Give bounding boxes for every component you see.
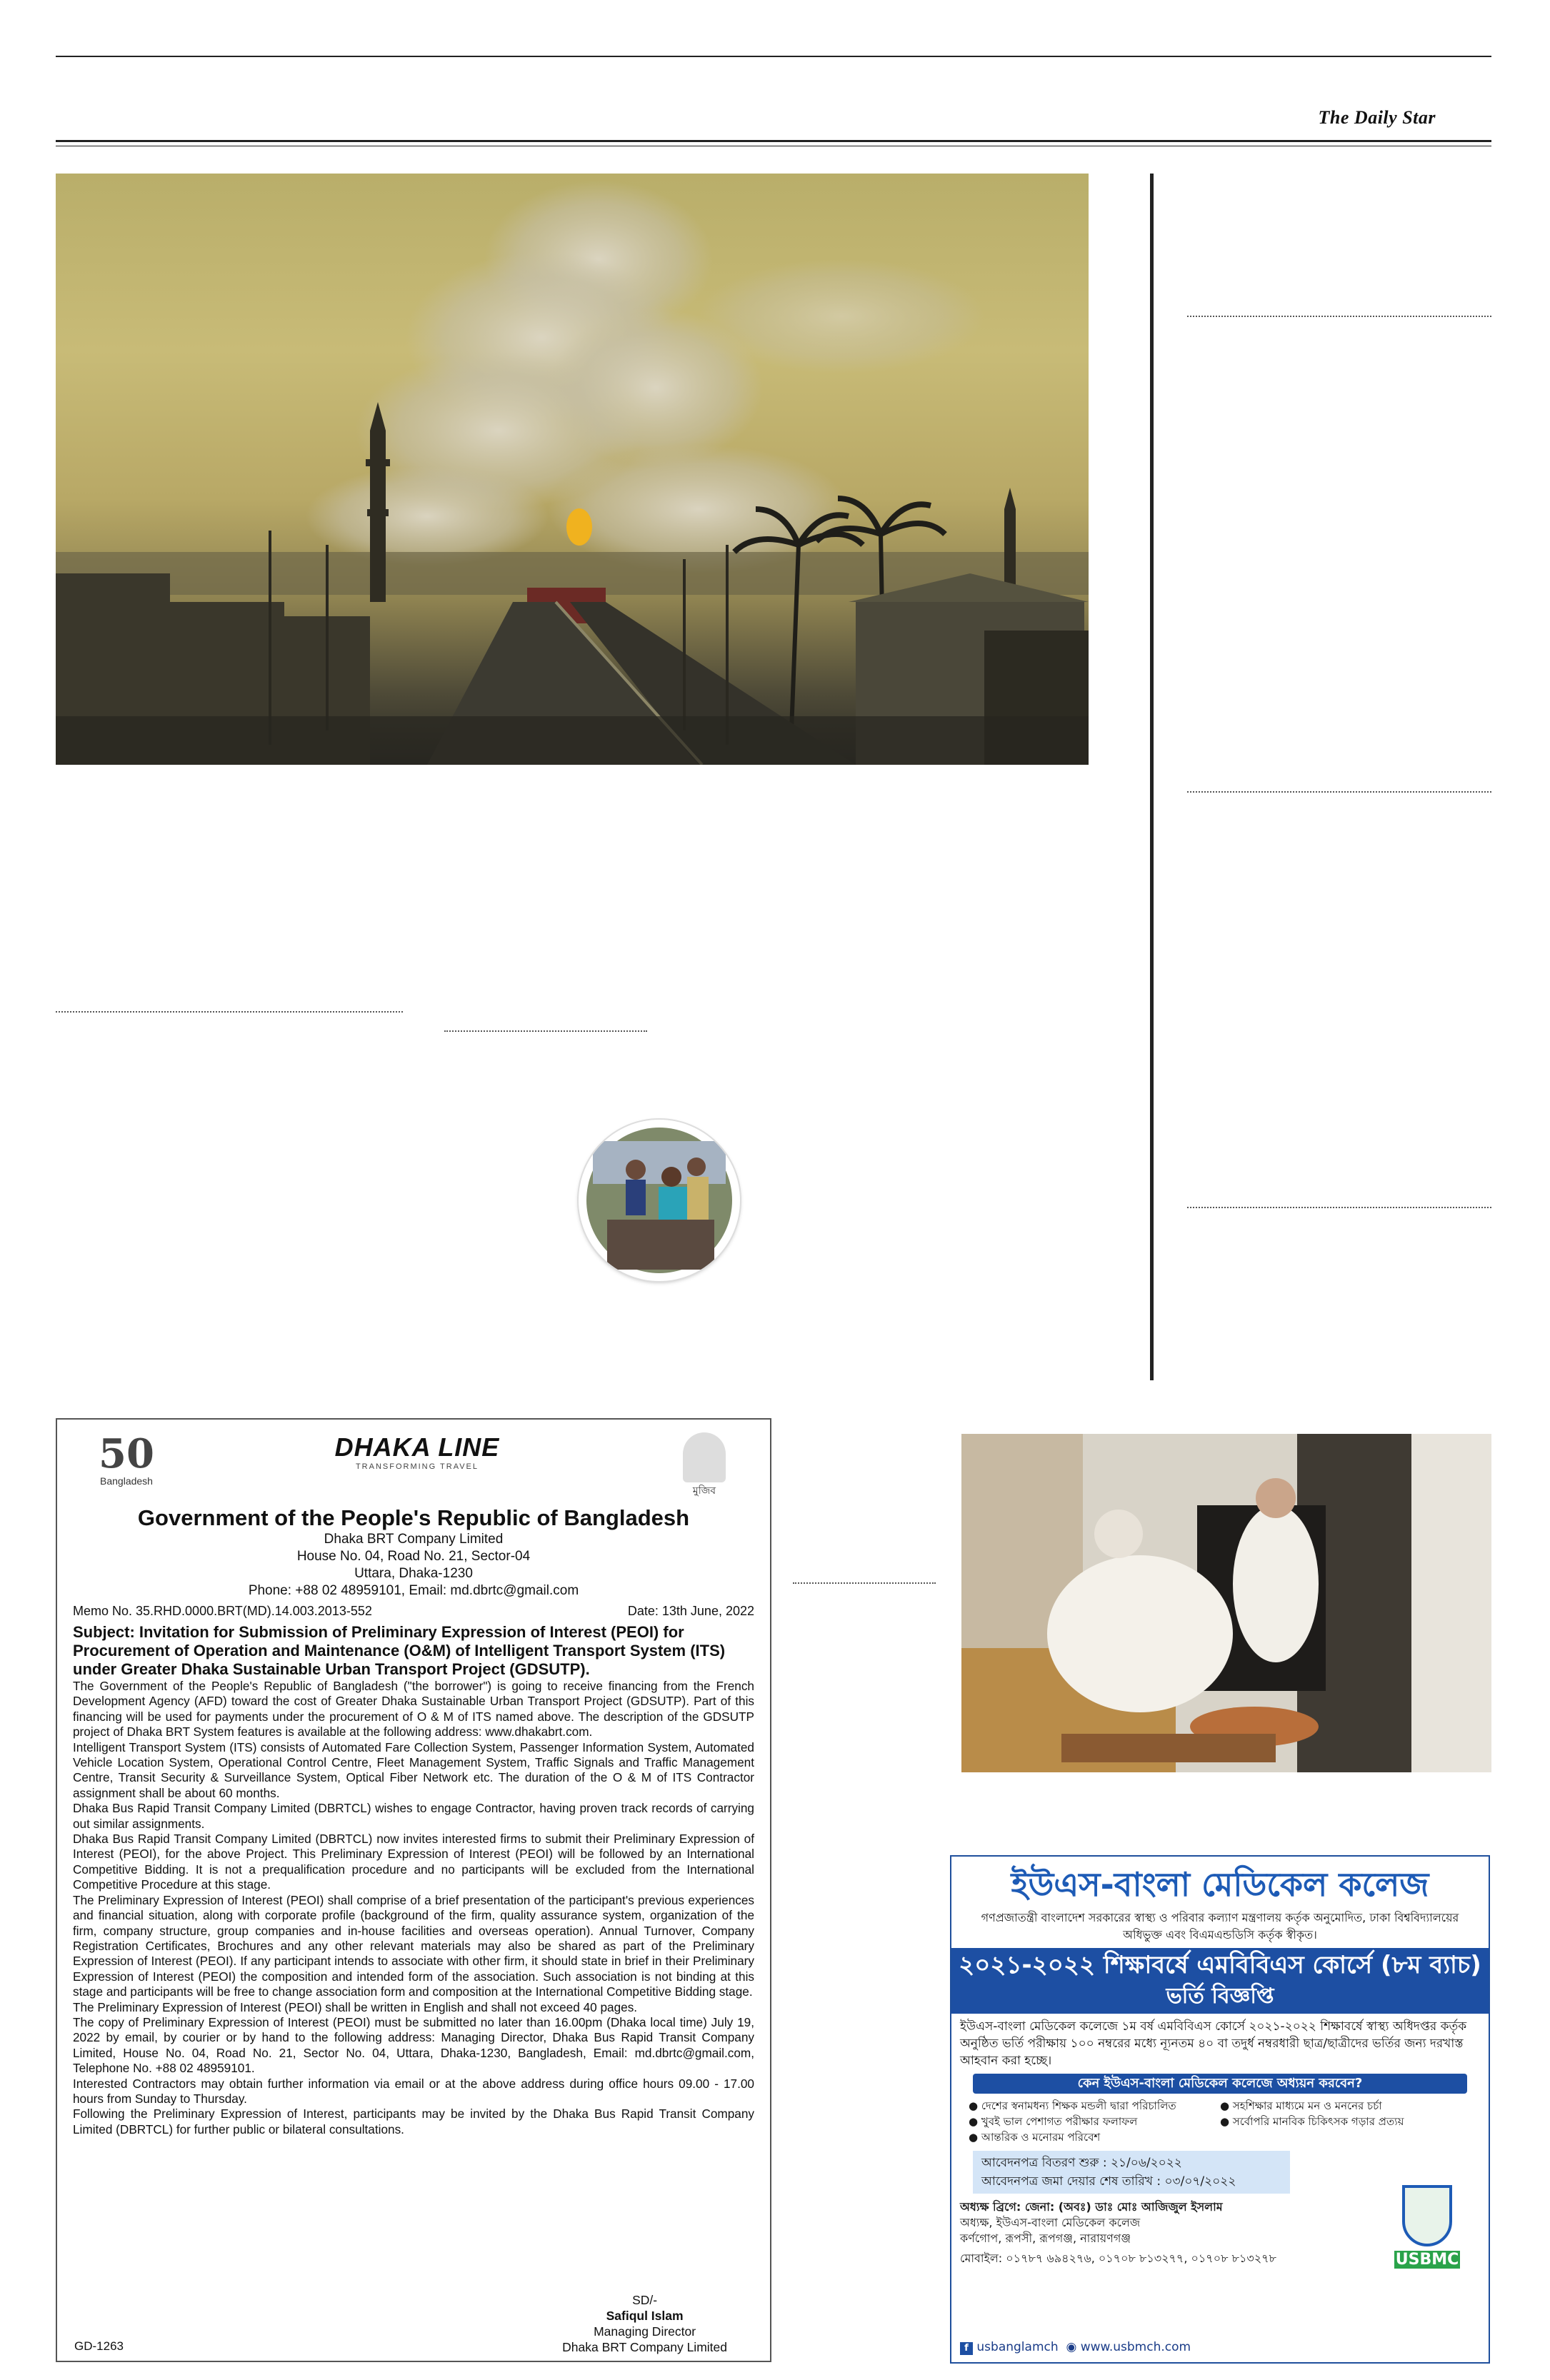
ad-code: GD-1263 <box>74 2339 124 2353</box>
social-links <box>960 2340 1191 2355</box>
hero-photo-scene <box>56 174 1089 765</box>
bullet-item: ● আন্তরিক ও মনোরম পরিবেশ <box>969 2131 1101 2144</box>
bullet-item: ● খুবই ভাল পেশাগত পরীক্ষার ফলাফল <box>969 2115 1138 2128</box>
mujib-logo: মুজিব <box>654 1432 754 1497</box>
medical-college-advertisement <box>950 1855 1490 2364</box>
paragraph: The Government of the People's Republic of Bangladesh ("the borrower") is going to receive financing from the French Development Agency (AFD) toward the cost of Greater Dhaka Sustainable Urban Transport Project (GDSUTP). Part of this financing will be used for payments under the procurement of O & M of ITS named above. The description of the GDSUTP project of Dhaka BRT System features is available at the following address: www.dhakabrt.com. <box>73 1679 754 1739</box>
facebook-handle[interactable]: usbanglamch <box>976 2340 1059 2354</box>
bullet-item: ● দেশের স্বনামধন্য শিক্ষক মন্ডলী দ্বারা পরিচালিত <box>969 2099 1176 2112</box>
paragraph: Dhaka Bus Rapid Transit Company Limited (DBRTCL) wishes to engage Contractor, having proven track records of carrying out similar assignments. <box>73 1801 754 1831</box>
top-rule <box>56 56 1491 57</box>
globe-icon: ◉ <box>1066 2340 1077 2354</box>
sign-sd: SD/- <box>632 2293 658 2307</box>
address-line-2: Uttara, Dhaka-1230 <box>354 1566 473 1581</box>
session-band <box>951 1948 1489 2014</box>
address-line-1: House No. 04, Road No. 21, Sector-04 <box>296 1549 531 1564</box>
bullet-item: ● সর্বোপরি মানবিক চিকিৎসক গড়ার প্রত্যয় <box>1220 2115 1404 2128</box>
date-start-label: আবেদনপত্র বিতরণ শুরু <box>981 2156 1099 2170</box>
principal-address: কর্ণগোপ, রূপসী, রূপগঞ্জ, নারায়ণগঞ্জ <box>960 2231 1131 2245</box>
session-title: ২০২১-২০২২ শিক্ষাবর্ষে এমবিবিএস কোর্সে (৮ম ব্যাচ) <box>959 1951 1481 1979</box>
paragraph: The Preliminary Expression of Interest (PEOI) shall be written in English and shall not exceed 40 pages. <box>73 1999 638 2014</box>
masthead-rule <box>56 140 1491 142</box>
phone-numbers: মোবাইল: ০১৭৮৭ ৬৯৪২৭৬, ০১৭০৮ ৮১৩২৭৭, ০১৭০৮ ৮১৩২৭৮ <box>960 2251 1276 2265</box>
website-link[interactable]: www.usbmch.com <box>1080 2340 1191 2354</box>
paragraph: Intelligent Transport System (ITS) consists of Automated Fare Collection System, Passenger Information System, Automated Vehicle Location System, Operational Control Centre, Fleet Management System, Traffic Signals and Traffic Management Centre, Transit Security & Surveillance System, Optical Fiber Network etc. The duration of the O & M of ITS Contractor assignment shall be about 60 months. <box>73 1739 754 1800</box>
date-end: : ০৩/০৭/২০২২ <box>1156 2174 1236 2189</box>
memo-date: Date: 13th June, 2022 <box>627 1604 754 1618</box>
dhaka-line-logo: DHAKA LINE TRANSFORMING TRAVEL <box>334 1432 500 1471</box>
why-study-heading: কেন ইউএস-বাংলা মেডিকেল কলেজে অধ্যয়ন করবেন? <box>973 2074 1467 2094</box>
subject-line: Subject: Invitation for Submission of Preliminary Expression of Interest (PEOI) for Procurement of Operation and Maintenance (O&M) of Intelligent Transport System (ITS) under Greater Dhaka Sustainable Urban Transport Project (GDSUTP). <box>73 1623 726 1678</box>
usbmc-logo: USBMC <box>1394 2185 1460 2269</box>
middle-column-divider <box>444 1030 647 1032</box>
bullet-list <box>951 2098 1489 2145</box>
date-start: : ২১/০৬/২০২২ <box>1102 2156 1182 2170</box>
smoke-plume <box>306 181 984 573</box>
company-name: Dhaka BRT Company Limited <box>324 1532 504 1547</box>
right-column-divider-1 <box>1187 316 1491 317</box>
sign-title: Managing Director <box>594 2324 696 2339</box>
paragraph: Interested Contractors may obtain further information via email or at the above address during office hours 09.00 - 17.00 hours from Sunday to Thursday. <box>73 2076 754 2106</box>
college-title: ইউএস-বাংলা মেডিকেল কলেজ <box>1011 1865 1429 1904</box>
right-column-divider-2 <box>1187 791 1491 793</box>
principal-name: অধ্যক্ষ ব্রিগে: জেনা: (অবঃ) ডাঃ মোঃ আজিজুল ইসলাম <box>960 2200 1223 2214</box>
facebook-icon: f <box>960 2342 973 2355</box>
fire-flare <box>566 508 592 546</box>
paragraph: The Preliminary Expression of Interest (PEOI) shall comprise of a brief presentation of the participant's previous experiences and financial situation, along with corporate profile (background of the firm, quality assurance system, organization of the firm, company structure, group companies and in-house facilities and overseas operation). Annual Turnover, Company Registration Certificates, Brochures and any other relevant materials may also be shared as part of the Preliminary Expression of Interest (PEOI). If any participant intends to associate with other firm, it should state in brief in their Preliminary Expression of Interest (PEOI) the composition and intended form of the association. Such association is not binding at this stage and participants will be free to change association form and composition at the International Competitive Bidding stage. <box>73 1892 754 1999</box>
tender-advertisement <box>56 1418 771 2362</box>
paragraph: The copy of Preliminary Expression of Interest (PEOI) must be submitted no later than 16.00pm (Dhaka local time) July 19, 2022 by email, by courier or by hand to the following address: Managing Director, Dhaka Bus Rapid Transit Company Limited, House No. 04, Road No. 21, Sector No. 04, Uttara, Dhaka-1230, Bangladesh, Email: md.dbrtc@gmail.com, Telephone No. +88 02 48959101. <box>73 2014 754 2076</box>
paragraph: Dhaka Bus Rapid Transit Company Limited (DBRTCL) now invites interested firms to submit their Preliminary Expression of Interest (PEOI), for the above Project. This Preliminary Expression of Interest (PEOI) will be followed by an International Competitive Bidding. It is not a prequalification procedure and no participants will be excluded from the International Competitive Procedure at this stage. <box>73 1832 754 1892</box>
gov-title: Government of the People's Republic of Bangladesh <box>137 1505 690 1530</box>
masthead-logo: The Daily Star <box>1318 107 1436 128</box>
mother-photo <box>961 1434 1491 1772</box>
sign-name: Safiqul Islam <box>606 2309 684 2323</box>
approval-text: গণপ্রজাতন্ত্রী বাংলাদেশ সরকারের স্বাস্থ্য ও পরিবার কল্যাণ মন্ত্রণালয় কর্তৃক অনুমোদিত, ঢাকা বিশ্ববিদ্যালয়ের অধিভুক্ত এবং বিএমএন্ডডিসি কর্তৃক স্বীকৃত। <box>981 1911 1459 1942</box>
circle-photo-thumbnail <box>579 1120 740 1281</box>
description: ইউএস-বাংলা মেডিকেল কলেজে ১ম বর্ষ এমবিবিএস কোর্সে ২০২১-২০২২ শিক্ষাবর্ষে স্বাস্থ্য অধিদপ্তর কর্তৃক অনুষ্ঠিত ভর্তি পরীক্ষায় ১০০ নম্বরের মধ্যে ন্যূনতম ৪০ বা তদুর্ধ নম্বরধারী ছাত্র/ছাত্রীদের ভর্তির জন্য দরখাস্ত আহবান করা হচ্ছে। <box>960 2019 1467 2068</box>
date-end-label: আবেদনপত্র জমা দেয়ার শেষ তারিখ <box>981 2174 1153 2189</box>
memo-number: Memo No. 35.RHD.0000.BRT(MD).14.003.2013-552 <box>73 1604 372 1618</box>
column-rule-vertical <box>1150 174 1154 1380</box>
left-column-divider <box>56 1011 403 1013</box>
paragraph: Following the Preliminary Expression of Interest, participants may be invited by the Dhaka Bus Rapid Transit Company Limited (DBRTCL) for further public or bilateral consultations. <box>73 2107 754 2137</box>
contact-line: Phone: +88 02 48959101, Email: md.dbrtc@gmail.com <box>248 1583 579 1598</box>
memo-row <box>73 1604 754 1619</box>
right-column-divider-3 <box>1187 1207 1491 1208</box>
signature-block <box>562 2292 727 2355</box>
dates-box <box>973 2151 1290 2194</box>
ad-side-divider <box>793 1582 936 1584</box>
principal-title: অধ্যক্ষ, ইউএস-বাংলা মেডিকেল কলেজ <box>960 2216 1141 2229</box>
ad-body <box>73 1679 754 2137</box>
sign-org: Dhaka BRT Company Limited <box>562 2340 727 2354</box>
bangladesh-50-badge: 50 Bangladesh <box>99 1430 154 1487</box>
bullet-item: ● সহশিক্ষার মাধ্যমে মন ও মননের চর্চা <box>1220 2099 1382 2112</box>
hero-photo <box>56 174 1089 765</box>
ad-logo-row <box>73 1432 754 1501</box>
admission-notice: ভর্তি বিজ্ঞপ্তি <box>1166 1984 1274 2009</box>
